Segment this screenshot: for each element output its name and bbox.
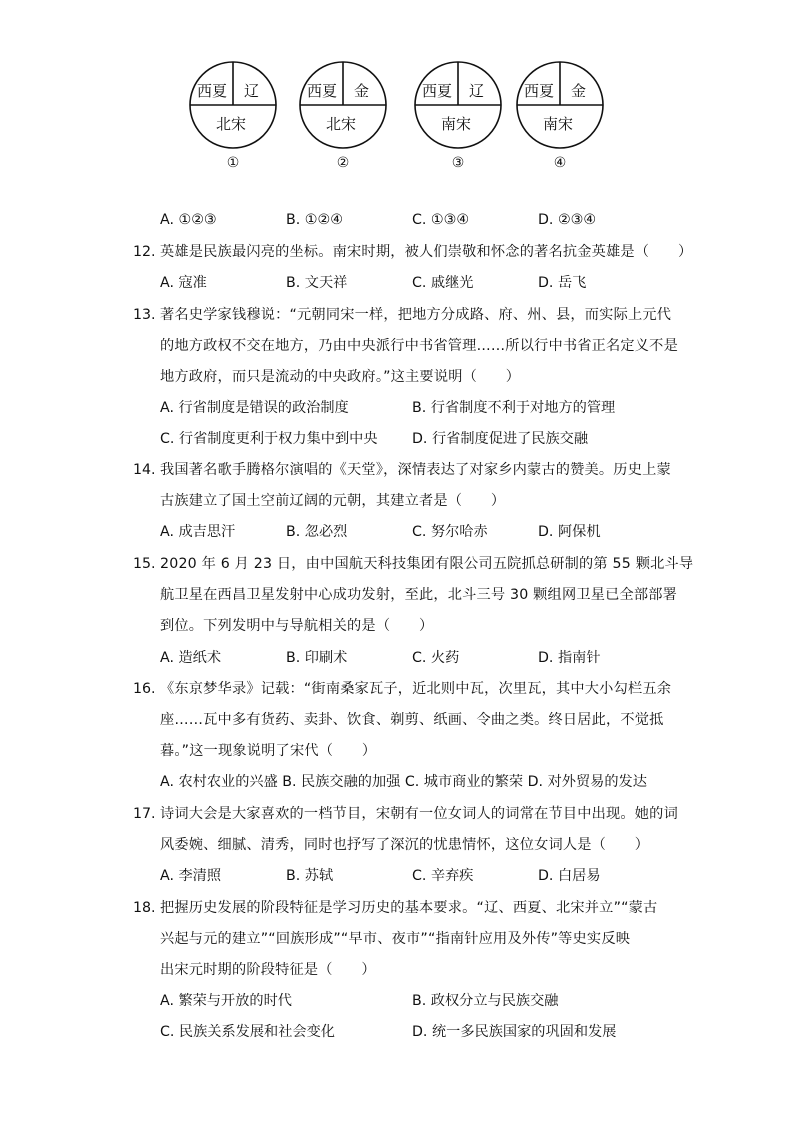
q16-stem-line: 座……瓦中多有货药、卖卦、饮食、剃剪、纸画、令曲之类。终日居此，不觉抵	[160, 712, 664, 728]
circle-shape	[413, 60, 503, 150]
q17-option-d: D. 白居易	[538, 868, 601, 884]
q18-option-c: C. 民族关系发展和社会变化	[160, 1024, 335, 1040]
q13-option-c: C. 行省制度更利于权力集中到中央	[160, 431, 378, 447]
q17-option-a: A. 李清照	[160, 868, 222, 884]
diagram-label-tl: 西夏	[422, 82, 453, 100]
q14-option-c: C. 努尔哈赤	[412, 524, 488, 540]
q12-option-d: D. 岳飞	[538, 275, 587, 291]
diagram-1	[188, 60, 278, 171]
diagram-4	[515, 60, 605, 171]
q13-option-b: B. 行省制度不利于对地方的管理	[412, 400, 616, 416]
q16-number: 16.	[133, 681, 156, 697]
diagram-label-bottom: 北宋	[216, 115, 247, 133]
q11-option-c: C. ①③④	[412, 212, 470, 228]
diagram-number: ④	[553, 155, 567, 171]
q15-number: 15.	[133, 556, 156, 572]
diagram-label-bottom: 北宋	[326, 115, 357, 133]
q17-option-b: B. 苏轼	[286, 868, 334, 884]
q12-option-a: A. 寇准	[160, 275, 207, 291]
circle-shape	[298, 60, 388, 150]
circle-shape	[515, 60, 605, 150]
q17-stem-line: 风委婉、细腻、清秀，同时也抒写了深沉的忧患情怀，这位女词人是（ ）	[160, 837, 650, 853]
diagram-3	[413, 60, 503, 171]
q15-stem-line: 航卫星在西昌卫星发射中心成功发射，至此，北斗三号 30 颗组网卫星已全部部署	[160, 587, 678, 603]
diagram-number: ①	[226, 155, 240, 171]
diagram-label-tl: 西夏	[307, 82, 338, 100]
diagram-label-tr: 金	[571, 82, 587, 100]
diagram-number: ②	[336, 155, 350, 171]
q17-number: 17.	[133, 806, 156, 822]
q11-option-d: D. ②③④	[538, 212, 597, 228]
q11-option-a: A. ①②③	[160, 212, 217, 228]
q15-stem-line: 2020 年 6 月 23 日，由中国航天科技集团有限公司五院抓总研制的第 55 颗北斗导	[160, 556, 694, 572]
q14-option-d: D. 阿保机	[538, 524, 601, 540]
q15-option-c: C. 火药	[412, 650, 460, 666]
q11-option-b: B. ①②④	[286, 212, 343, 228]
q12-number: 12.	[133, 244, 156, 260]
q14-option-a: A. 成吉思汗	[160, 524, 236, 540]
q16-stem-line: 《东京梦华录》记载：“街南桑家瓦子，近北则中瓦，次里瓦，其中大小勾栏五余	[160, 681, 672, 697]
q15-stem-line: 到位。下列发明中与导航相关的是（ ）	[160, 618, 434, 634]
q18-stem-line: 兴起与元的建立”“回族形成”“早市、夜市”“指南针应用及外传”等史实反映	[160, 931, 631, 947]
q14-stem-line: 我国著名歌手腾格尔演唱的《天堂》，深情表达了对家乡内蒙古的赞美。历史上蒙	[160, 462, 671, 478]
q18-option-a: A. 繁荣与开放的时代	[160, 993, 292, 1009]
q18-option-d: D. 统一多民族国家的巩固和发展	[412, 1024, 617, 1040]
diagram-label-tl: 西夏	[524, 82, 555, 100]
q17-stem-line: 诗词大会是大家喜欢的一档节目，宋朝有一位女词人的词常在节目中出现。她的词	[160, 806, 678, 822]
q17-option-c: C. 辛弃疾	[412, 868, 474, 884]
q18-option-b: B. 政权分立与民族交融	[412, 993, 559, 1009]
diagram-number: ③	[451, 155, 465, 171]
q16-options: A. 农村农业的兴盛 B. 民族交融的加强 C. 城市商业的繁荣 D. 对外贸易的发达	[160, 774, 647, 790]
q13-number: 13.	[133, 307, 156, 323]
q15-option-b: B. 印刷术	[286, 650, 348, 666]
q14-stem-line: 古族建立了国土空前辽阔的元朝，其建立者是（ ）	[160, 493, 506, 509]
circle-shape	[188, 60, 278, 150]
q18-number: 18.	[133, 900, 156, 916]
q14-option-b: B. 忽必烈	[286, 524, 348, 540]
diagram-label-bottom: 南宋	[441, 115, 472, 133]
diagram-label-tl: 西夏	[197, 82, 228, 100]
q14-number: 14.	[133, 462, 156, 478]
diagram-label-tr: 辽	[244, 82, 260, 100]
diagram-label-tr: 辽	[469, 82, 485, 100]
q16-stem-line: 暮。”这一现象说明了宋代（ ）	[160, 743, 377, 759]
q12-option-b: B. 文天祥	[286, 275, 348, 291]
q12-stem: 英雄是民族最闪亮的坐标。南宋时期，被人们崇敬和怀念的著名抗金英雄是（ ）	[160, 244, 693, 260]
q13-option-a: A. 行省制度是错误的政治制度	[160, 400, 349, 416]
q18-stem-line: 出宋元时期的阶段特征是（ ）	[160, 962, 376, 978]
q12-option-c: C. 戚继光	[412, 275, 474, 291]
q13-stem-line: 的地方政权不交在地方，乃由中央派行中书省管理……所以行中书省正名定义不是	[160, 338, 678, 354]
q18-stem-line: 把握历史发展的阶段特征是学习历史的基本要求。“辽、西夏、北宋并立”“蒙古	[160, 900, 658, 916]
diagram-label-tr: 金	[354, 82, 370, 100]
q13-stem-line: 著名史学家钱穆说：“元朝同宋一样，把地方分成路、府、州、县，而实际上元代	[160, 307, 672, 323]
regime-diagrams	[0, 60, 794, 180]
q15-option-a: A. 造纸术	[160, 650, 222, 666]
q13-stem-line: 地方政府，而只是流动的中央政府。”这主要说明（ ）	[160, 369, 521, 385]
diagram-2	[298, 60, 388, 171]
q13-option-d: D. 行省制度促进了民族交融	[412, 431, 589, 447]
diagram-label-bottom: 南宋	[543, 115, 574, 133]
q15-option-d: D. 指南针	[538, 650, 601, 666]
